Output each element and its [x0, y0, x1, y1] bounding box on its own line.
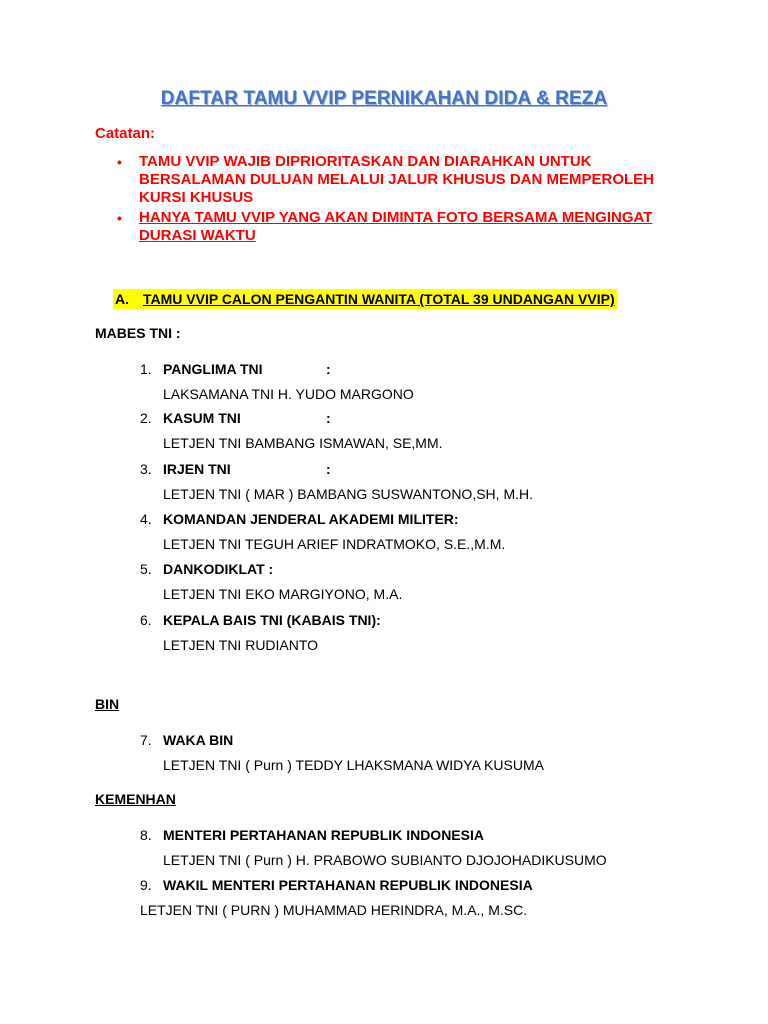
section-a-heading — [113, 289, 617, 309]
group-heading-kemenhan: KEMENHAN — [95, 791, 176, 807]
item-number: 9. — [140, 877, 152, 893]
notes-label: Catatan: — [95, 125, 156, 142]
note-text: HANYA TAMU VVIP YANG AKAN DIMINTA FOTO BERSAMA MENGINGAT DURASI WAKTU — [139, 209, 653, 244]
item-role: DANKODIKLAT : — [163, 561, 274, 577]
item-number: 5. — [140, 561, 152, 577]
section-a-text: TAMU VVIP CALON PENGANTIN WANITA (TOTAL 39 UNDANGAN VVIP) — [143, 291, 615, 307]
note-item-priority — [117, 153, 677, 207]
section-a-prefix: A. — [115, 291, 129, 307]
item-role: KASUM TNI — [163, 410, 241, 426]
item-number: 2. — [140, 410, 152, 426]
item-person: LETJEN TNI RUDIANTO — [163, 637, 319, 653]
item-colon: : — [326, 361, 331, 377]
item-role: KOMANDAN JENDERAL AKADEMI MILITER: — [163, 511, 459, 527]
item-person: LETJEN TNI BAMBANG ISMAWAN, SE,MM. — [163, 435, 443, 451]
group-heading-mabes-tni: MABES TNI : — [95, 325, 181, 341]
item-person: LETJEN TNI TEGUH ARIEF INDRATMOKO, S.E.,M.M. — [163, 536, 506, 552]
bullet-icon: • — [117, 154, 122, 170]
item-number: 3. — [140, 461, 152, 477]
note-text: TAMU VVIP WAJIB DIPRIORITASKAN DAN DIARAHKAN UNTUK BERSALAMAN DULUAN MELALUI JALUR KHUSUS DAN MEMPEROLEH KURSI KHUSUS — [139, 153, 654, 206]
item-role: IRJEN TNI — [163, 461, 231, 477]
bullet-icon: • — [117, 210, 122, 226]
item-number: 6. — [140, 612, 152, 628]
item-person: LETJEN TNI ( Purn ) TEDDY LHAKSMANA WIDYA KUSUMA — [163, 757, 544, 773]
item-colon: : — [326, 461, 331, 477]
document-title: DAFTAR TAMU VVIP PERNIKAHAN DIDA & REZA — [160, 88, 608, 109]
item-person: LETJEN TNI ( MAR ) BAMBANG SUSWANTONO,SH, M.H. — [163, 486, 533, 502]
group-heading-bin: BIN — [95, 696, 120, 712]
item-number: 8. — [140, 827, 152, 843]
item-role: PANGLIMA TNI — [163, 361, 263, 377]
note-item-photo — [117, 209, 677, 245]
item-number: 4. — [140, 511, 152, 527]
item-colon: : — [326, 410, 331, 426]
item-number: 1. — [140, 361, 152, 377]
item-person: LETJEN TNI EKO MARGIYONO, M.A. — [163, 586, 403, 602]
item-role: WAKIL MENTERI PERTAHANAN REPUBLIK INDONESIA — [163, 877, 533, 893]
item-role: WAKA BIN — [163, 732, 234, 748]
item-person: LETJEN TNI ( PURN ) MUHAMMAD HERINDRA, M.A., M.SC. — [140, 902, 528, 918]
item-person: LETJEN TNI ( Purn ) H. PRABOWO SUBIANTO DJOJOHADIKUSUMO — [163, 852, 607, 868]
item-role: KEPALA BAIS TNI (KABAIS TNI): — [163, 612, 381, 628]
item-number: 7. — [140, 732, 152, 748]
item-role: MENTERI PERTAHANAN REPUBLIK INDONESIA — [163, 827, 484, 843]
item-person: LAKSAMANA TNI H. YUDO MARGONO — [163, 386, 414, 402]
